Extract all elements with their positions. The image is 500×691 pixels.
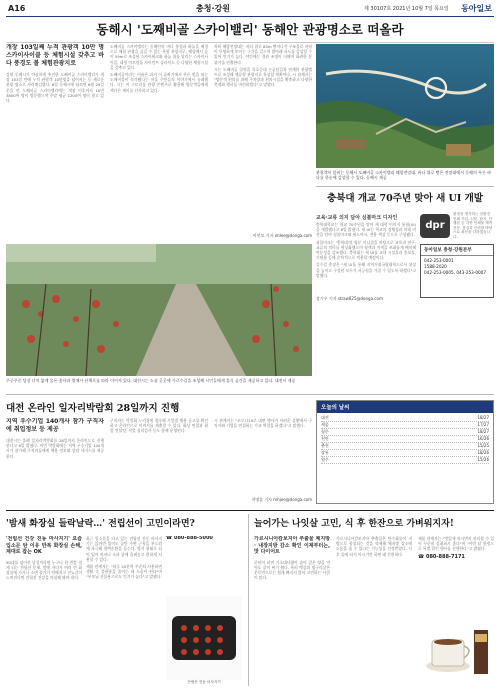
ad1-paragraph: 50대를 넘어선 남성이라면 누구나 한 번쯤 겪게 되는 전립선 문제. 밤에 자다가 여러 번 화장실에 가거나 소변 줄기가 약해지고 잔뇨감이 느껴진다면 전립선 건강을 의심해 봐야 한다. [6, 559, 82, 581]
weather-table [317, 413, 493, 466]
ad2-title: 늘어가는 나잇살 고민, 식 후 한잔으로 가벼워지자! [254, 519, 454, 529]
page-header [6, 3, 494, 17]
section-title: 충청·강원 [196, 4, 230, 13]
ad1-title: '밤새 화장실 들락날락…' 전립선이 고민이라면? [6, 519, 195, 529]
contact-phone-2: 1588-2020 [424, 264, 447, 269]
table-row: 춘천 15/25 [321, 443, 489, 448]
story1-column-1 [6, 44, 104, 242]
massager-product-photo [166, 596, 242, 680]
story1-paragraph: 특히 해랑전망대는 바다 위로 85m 뻗어나간 구조물로 바닥이 투명하게 보이는 구간을 걸으며 발아래 파도를 감상할 수 있어 인기가 높다. 야간에는 경관 조명이 더해져 화려한 분위기를 연출한다. [214, 44, 312, 65]
table-row: 대전 18/27 [321, 415, 489, 420]
dpr-text: 환경을 생각하는 친환경 인쇄 기업. 신문, 잡지, 단행본 등 각종 인쇄물 제작 전문. 품질과 신뢰를 바탕으로 최선을 다하겠습니다. [453, 212, 493, 239]
story2-paragraph: 충북대학교는 개교 70주년을 맞아 새 대학 이미지 통합(UI)을 개발했다고 6일 밝혔다. 새 UI는 학교의 정체성과 미래 비전을 담아 심볼마크와 워드마크, 전용 색상 등으로 구성됐다. [316, 222, 416, 238]
ad2-phone: 080-888-7171 [425, 553, 465, 560]
story1-paragraph: 강원 동해시가 야심차게 추진한 도째비골 스카이밸리가 개장 103일 만에 누적 관람객 10만명을 넘어서는 등 새로운 관광 명소로 자리매김했다. 6일 동해시에 따르면 6월 29일 문을 연 도째비골 스카이밸리에는 개장 이후까지 10만3800여 명이 방문했으며 주말 평균 1200여 명이 찾고 있다. [6, 72, 104, 104]
story3-column-1 [6, 418, 104, 504]
contact-title: 동아일보 충청·강원본부 [421, 245, 493, 256]
story3-byline: 지명훈 기자 mhjee@donga.com [251, 497, 312, 502]
ad1-column-1 [6, 536, 82, 686]
ad1-column-2 [86, 536, 162, 686]
weather-box [316, 400, 494, 504]
ad2-column-1 [254, 536, 330, 686]
trail-caption: 주중주중 담장 너머 붉게 물든 꽃사과 열매가 산책로를 따라 이어져 있다. 대전시는 도심 곳곳에 가로수길을 조성해 시민들에게 휴식 공간을 제공하고 있다. 대전시 제공 [6, 378, 296, 383]
table-row: 천안 16/26 [321, 436, 489, 441]
skywalk-photo [316, 44, 494, 168]
story1-paragraph: 도째비골 스카이밸리는 동해안의 바다 풍경과 하늘을 배경으로 체험 관광을 즐길 수 있는 복합 관광지로, 해상에서 높이 59m로 조성된 스카이워크와 하늘 위를 달리는 스카이사이클, 대형 미끄럼틀 자이언트 슬라이드 등 다양한 체험시설을 갖추고 있다. [110, 44, 208, 70]
ad1-phone: 080-888-5000 [173, 536, 213, 541]
story3-paragraph: 구직자는 박람회 누리집에 접속해 기업별 채용 공고를 확인하고 온라인으로 이력서를 제출할 수 있다. 화상 면접과 취업 컨설팅, 직업 심리검사 등도 함께 운영된다. [110, 418, 208, 434]
table-row: 청주 18/27 [321, 429, 489, 434]
story1-lead: 개장 103일째 누적 관광객 10만 명 스카이사이클 등 체험시설 갖추고 바다 풍경도 볼 체험관광지로 [6, 44, 104, 67]
table-row: 세종 17/27 [321, 422, 489, 427]
story2-kicker: 교육·교류 의지 담아 심볼마크 디자인 [316, 215, 398, 221]
story2-body [316, 222, 416, 298]
story3-column-3 [214, 418, 312, 504]
table-row: 강릉 18/26 [321, 450, 489, 455]
ad2-column-2 [336, 536, 412, 686]
contact-phone-3: 042-253-0005, 043-253-0007 [424, 270, 486, 275]
story2-byline: 장기우 기자 straw825@donga.com [316, 296, 383, 301]
story1-column-3 [214, 44, 312, 242]
skywalk-caption: 관광객이 붐비는 동해시 도째비골 스카이밸리 해랑전망대. 바다 위로 뻗은 전망대에서 동해의 푸른 바다를 한눈에 감상할 수 있다. 동해시 제공 [316, 170, 491, 181]
story2-title: 충북대 개교 70주년 맞아 새 UI 개발 [327, 193, 483, 204]
weather-title: 오늘의 날씨 [317, 401, 493, 413]
main-headline: 동해시 '도째비골 스카이밸리' 동해안 관광명소로 떠올라 [6, 20, 494, 43]
story3-title: 대전 온라인 일자리박람회 28일까지 진행 [6, 403, 180, 414]
massager-caption: 전립선 진동 마사지기 [187, 680, 221, 684]
ad2-paragraph: 제품 관계자는 "맛있게 마시면서 관리할 수 있어 꾸준히 섭취하기 좋다"며 "이번 달 한정으로 특별 할인 행사를 진행한다"고 밝혔다. [418, 536, 494, 552]
story1-paragraph: 도째비골이라는 이름은 과거 이 골짜기에서 푸른 빛을 띠는 도깨비불이 목격됐다는 마을 주민들의 이야기에서 유래했다. 시는 이 스토리를 관광 콘텐츠로 활용해 방문객들에게 색다른 재미를 선사하고 있다. [110, 72, 208, 93]
ad2-paragraph: 중년이 되면 기초대사량이 줄어 같은 양을 먹어도 살이 찌기 쉽다. 특히 뱃살과 옆구리살은 운동만으로는 쉽게 빠지지 않아 고민하는 사람이 많다. [254, 559, 330, 581]
newspaper-logo: 동아일보 [461, 3, 492, 13]
story1-byline: 이인모 기자 imlee@donga.com [252, 233, 312, 238]
story3-column-2 [110, 418, 208, 504]
ad1-paragraph: 최근 입소문을 타고 있는 전립선 진동 마사지기는 앉아만 있어도 골반 주변 근육을 부드럽게 자극해 혈액순환을 돕는다. 방석 형태로 되어 있어 의자나 소파 위에 올려놓고 편하게 사용할 수 있다. [86, 536, 162, 562]
story1-paragraph: 시는 도째비골 일원을 묵호등대 논골담길과 연계한 관광벨트로 조성해 체류형 관광지로 육성할 계획이다. 시 관계자는 "방문객 편의를 위해 주차장과 편의시설을 확충하고 다양한 축제와 행사를 마련하겠다"고 말했다. [214, 66, 312, 88]
ad1-lead: '전립선 건강 진동 마사지기' 요즘 입소문 탄 이유 반복 화장실 손해, 제대로 잡는 OK [6, 536, 82, 556]
dpr-logo-box [420, 212, 494, 242]
trail-photo [6, 244, 312, 376]
story1-column-2 [110, 44, 208, 242]
page-number: A16 [8, 4, 26, 13]
story3-lead: 지역 우수기업 140개사 참가 구직자에 취업정보 등 제공 [6, 418, 104, 433]
ad2-column-3: 제품 관계자는 "맛있게 마시면서 관리할 수 있어 꾸준히 섭취하기 좋다"며 "이번 달 한정으로 특별 할인 행사를 진행한다"고 밝혔다. ☎ 080-888-7171 [418, 536, 494, 560]
ad2-paragraph: 가르시니아캄보지아 추출물은 탄수화물이 지방으로 합성되는 것을 억제해 체지방 감소에 도움을 줄 수 있다는 기능성을 인정받았다. 식후 물에 타서 마시기만 하면 돼 간편하다. [336, 536, 412, 557]
issue-meta: 제 30107호 2021년 10월 7일 목요일 [364, 6, 449, 12]
ad1-paragraph: 제품 관계자는 "하루 20분씩 꾸준히 사용하면 생활 속 불편함을 줄이는 데 도움이 된다"며 "부모님 선물용으로도 인기가 높다"고 말했다. [86, 564, 162, 580]
table-row: 원주 15/26 [321, 457, 489, 462]
story2-paragraph: 심볼마크는 '충북대'의 영문 이니셜을 바탕으로 교육과 연구, 교류의 의미를 형상화했으며 청색과 적색을 조화롭게 배치해 역동성을 강조했다. 충북대는 새 UI를 교내 시설물과 홍보물, 기념품 등에 순차적으로 적용할 예정이다. [316, 239, 416, 261]
story3-paragraph: 시 관계자는 "코로나19로 대면 행사가 어려운 상황에서 구직자와 기업을 연결하는 가교 역할을 하겠다"고 말했다. [214, 418, 312, 429]
dpr-logo: dpr [420, 214, 450, 238]
ad2-lead: 가르시니아캄보지아 추출물 체지방 · 내장지방 감소 확인 이제부터는, 맛 다이어트 [254, 536, 330, 556]
contact-box [420, 244, 494, 298]
story3-paragraph: 대전시는 올해 일자리박람회를 28일까지 온라인으로 진행한다고 6일 밝혔다. 이번 박람회에는 지역 우수기업 140개사가 참가해 구직자들에게 채용 정보와 상담 서비스를 제공한다. [6, 438, 104, 459]
story2-paragraph: 김수갑 총장은 "새 UI를 통해 지역거점국립대학으로서 위상을 높이고 구성원 모두가 자긍심을 가질 수 있도록 하겠다"고 말했다. [316, 262, 416, 278]
contact-phone-1: 042-253-0001 [424, 258, 454, 263]
drink-product-photo [418, 622, 494, 684]
ad1-contact: ☎ 080-888-5000 [166, 536, 213, 541]
